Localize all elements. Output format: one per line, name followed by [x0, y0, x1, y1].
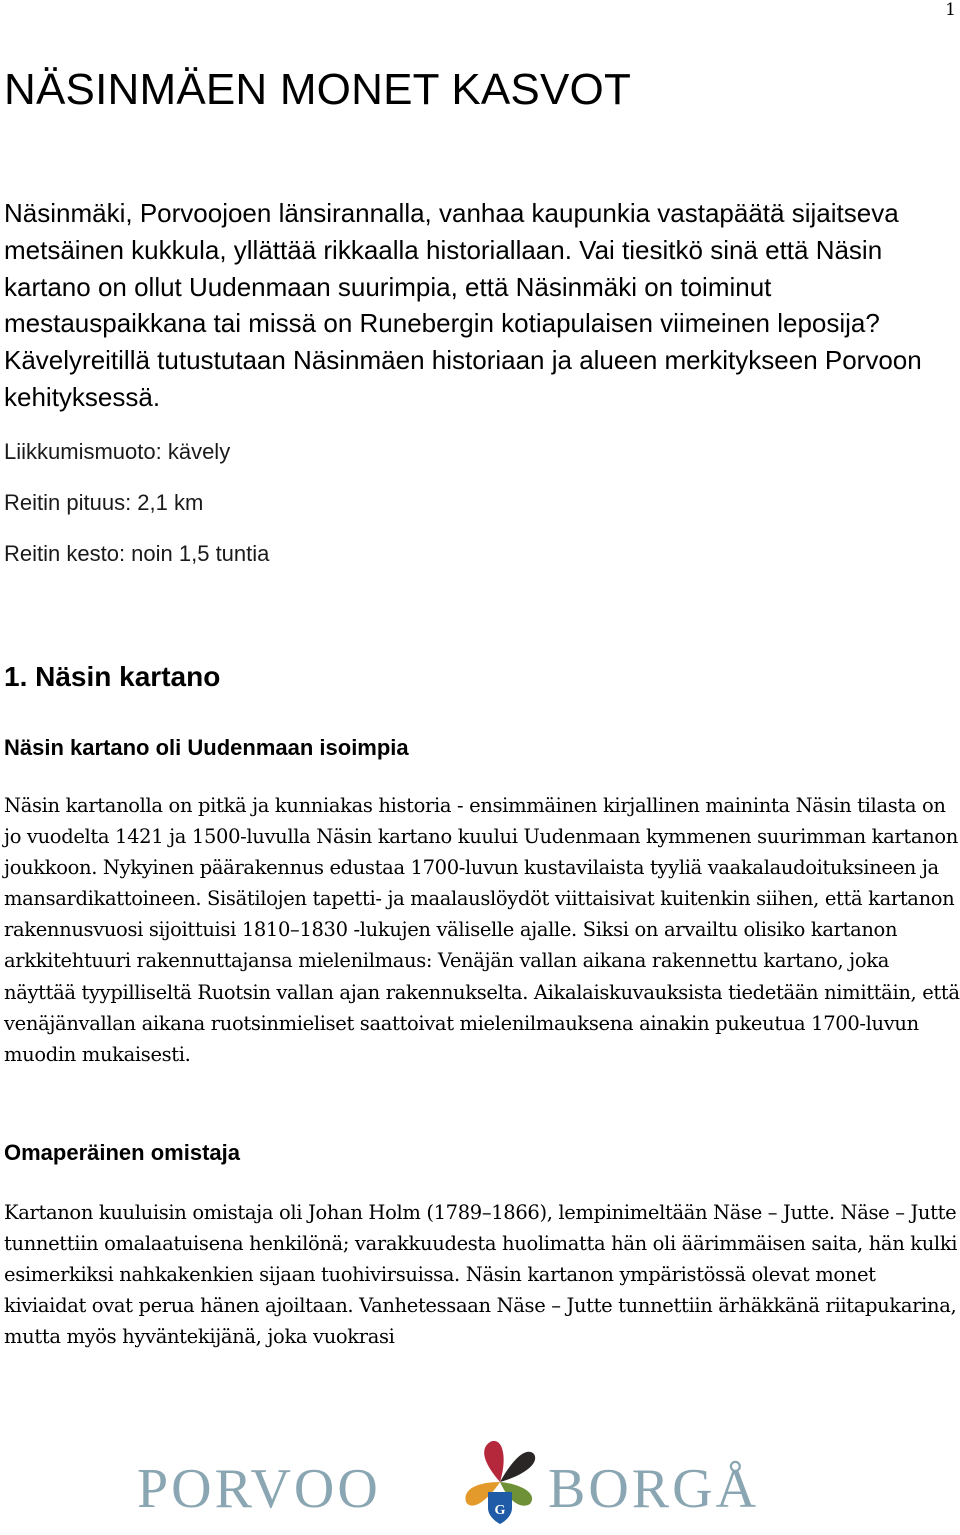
section-heading: 1. Näsin kartano: [4, 661, 221, 692]
intro-paragraph: Näsinmäki, Porvoojoen länsirannalla, vanhaa kaupunkia vastapäätä sijaitseva metsäinen kukkula, yllättää rikkaalla historiallaan. Vai tiesitkö sinä että Näsin kartano on ollut Uudenmaan suurimpia, että Näsinmäki on toiminut mestauspaikkana tai missä on Runebergin kotiapulaisen viimeinen leposija? Kävelyreitillä tutustutaan Näsinmäen historiaan ja alueen merkitykseen Porvoon kehityksessä.: [4, 198, 922, 412]
petal-red: [484, 1441, 503, 1482]
route-mode: Liikkumismuoto: kävely: [4, 439, 231, 464]
subheading-owner: Omaperäinen omistaja: [4, 1140, 240, 1165]
route-duration: Reitin kesto: noin 1,5 tuntia: [4, 541, 270, 566]
route-length: Reitin pituus: 2,1 km: [4, 490, 204, 515]
document-title: NÄSINMÄEN MONET KASVOT: [4, 65, 632, 114]
petal-dark: [500, 1452, 535, 1482]
subheading-manor: Näsin kartano oli Uudenmaan isoimpia: [4, 735, 409, 760]
flower-emblem-icon: [465, 1441, 535, 1524]
paragraph-manor-history: Näsin kartanolla on pitkä ja kunniakas historia - ensimmäinen kirjallinen maininta Näsin tilasta on jo vuodelta 1421 ja 1500-luvulla Näsin kartano kuului Uudenmaan kymmenen suurimman kartanon joukkoon. Nykyinen päärakennus edustaa 1700-luvun kustavilaista tyyliä vaakalaudoituksineen ja mansardikattoineen. Sisätilojen tapetti- ja maalauslöydöt viittaisivat kuitenkin siihen, että kartanon rakennusvuosi sijoittuisi 1810–1830 -lukujen väliselle ajalle. Siksi on arvailtu olisiko kartanon arkkitehtuuri rakennuttajansa mielenilmaus: Venäjän vallan aikana rakennettu kartano, joka näyttää tyypilliseltä Ruotsin vallan ajan rakennukselta. Aikalaiskuvauksista tiedetään nimittäin, että venäjänvallan aikana ruotsinmieliset saattoivat mielenilmauksena ainakin pukeutua 1700-luvun muodin mukaisesti.: [4, 794, 960, 1066]
porvoo-borga-logo: [0, 1430, 960, 1530]
paragraph-owner: Kartanon kuuluisin omistaja oli Johan Holm (1789–1866), lempinimeltään Näse – Jutte. Näse – Jutte tunnettiin omalaatuisena henkilönä; varakkuudesta huolimatta hän oli äärimmäisen saita, hän kulki esimerkiksi nahkakenkien sijaan tuohivirsuissa. Näsin kartanon ympäristössä olevat monet kiviaidat ovat perua hänen ajoiltaan. Vanhetessaan Näse – Jutte tunnettiin ärhäkkänä riitapukarina, mutta myös hyväntekijänä, joka vuokrasi: [4, 1201, 958, 1349]
logo-graphic: [0, 1430, 960, 1530]
logo-text-porvoo: PORVOO: [137, 1458, 381, 1520]
shield-letter: G: [494, 1503, 506, 1518]
logo-text-borga: BORGÅ: [548, 1458, 760, 1520]
page-number: 1: [945, 0, 956, 20]
